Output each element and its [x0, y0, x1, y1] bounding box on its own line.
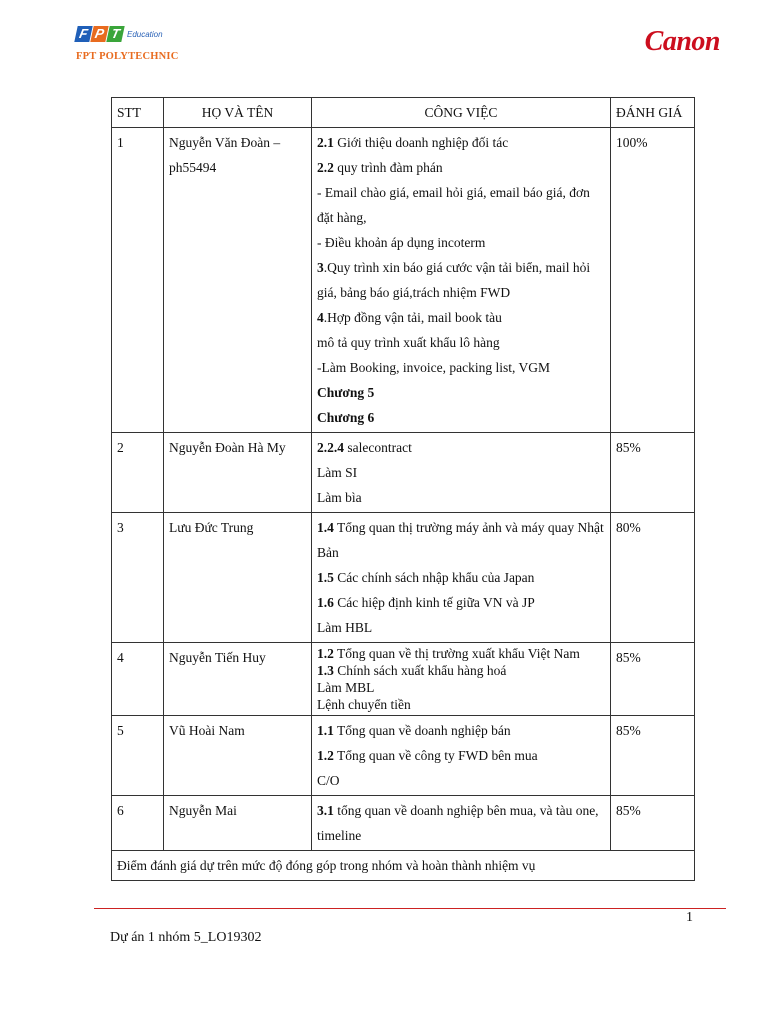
task-number: 3.1: [317, 803, 334, 818]
row-evaluation: 85%: [611, 433, 695, 513]
fpt-education-label: Education: [127, 29, 163, 39]
task-number: 1.3: [317, 663, 334, 678]
task-line: [317, 645, 605, 662]
canon-logo: Canon: [644, 26, 720, 57]
fpt-mark: [76, 26, 206, 42]
row-member-name: Nguyễn Đoàn Hà My: [164, 433, 312, 513]
task-text: quy trình đàm phán: [333, 160, 443, 175]
task-number: 1.5: [317, 570, 334, 585]
task-line: [317, 330, 605, 355]
task-number: 2.1: [317, 135, 334, 150]
table-row: [112, 128, 695, 433]
task-number: 1.6: [317, 595, 334, 610]
fpt-polytechnic-logo: [76, 26, 206, 70]
task-line: [317, 130, 605, 155]
task-line: [317, 798, 605, 848]
task-line: [317, 679, 605, 696]
fpt-letter-p: P: [90, 26, 108, 42]
row-stt: 4: [112, 643, 164, 716]
task-text: Làm SI: [317, 465, 358, 480]
task-text: -Làm Booking, invoice, packing list, VGM: [317, 360, 550, 375]
task-line: [317, 180, 605, 230]
fpt-letter-f: F: [74, 26, 92, 42]
footer-rule: [94, 908, 726, 909]
row-member-name: Nguyễn Văn Đoàn – ph55494: [164, 128, 312, 433]
header-name: HỌ VÀ TÊN: [164, 98, 312, 128]
task-text: salecontract: [344, 440, 412, 455]
row-member-name: Nguyễn Mai: [164, 796, 312, 851]
task-text: Chính sách xuất khẩu hàng hoá: [333, 663, 507, 678]
task-text: Làm HBL: [317, 620, 373, 635]
row-tasks: [312, 716, 611, 796]
task-text: Tổng quan về doanh nghiệp bán: [333, 723, 511, 738]
table-row: [112, 716, 695, 796]
task-text: Các hiệp định kinh tế giữa VN và JP: [333, 595, 535, 610]
task-number: 1.4: [317, 520, 334, 535]
row-evaluation: 85%: [611, 716, 695, 796]
header-tasks: CÔNG VIỆC: [312, 98, 611, 128]
task-number: Chương 5: [317, 385, 375, 400]
task-line: [317, 255, 605, 305]
task-text: C/O: [317, 773, 340, 788]
table-header-row: [112, 98, 695, 128]
task-text: Làm MBL: [317, 680, 375, 695]
task-text: mô tả quy trình xuất khẩu lô hàng: [317, 335, 500, 350]
row-evaluation: 80%: [611, 513, 695, 643]
task-number: Chương 6: [317, 410, 375, 425]
task-line: [317, 355, 605, 380]
row-member-name: Vũ Hoài Nam: [164, 716, 312, 796]
task-line: [317, 768, 605, 793]
task-text: .Quy trình xin báo giá cước vận tải biển, mail hỏi giá, bảng báo giá,trách nhiệm FWD: [317, 260, 591, 300]
task-line: [317, 615, 605, 640]
row-tasks: [312, 433, 611, 513]
row-stt: 6: [112, 796, 164, 851]
task-line: [317, 515, 605, 565]
task-line: [317, 565, 605, 590]
task-text: Tổng quan về công ty FWD bên mua: [333, 748, 538, 763]
task-line: [317, 460, 605, 485]
row-member-name: Lưu Đức Trung: [164, 513, 312, 643]
row-stt: 2: [112, 433, 164, 513]
table-row: [112, 643, 695, 716]
task-number: 1.2: [317, 646, 334, 661]
task-text: - Điều khoản áp dụng incoterm: [317, 235, 486, 250]
header-eval: ĐÁNH GIÁ: [611, 98, 695, 128]
row-tasks: [312, 643, 611, 716]
task-text: - Email chào giá, email hỏi giá, email báo giá, đơn đặt hàng,: [317, 185, 590, 225]
task-text: Lệnh chuyển tiền: [317, 697, 411, 712]
task-number: 3: [317, 260, 324, 275]
table-row: [112, 796, 695, 851]
task-line: [317, 405, 605, 430]
page-number: 1: [686, 910, 693, 925]
task-line: [317, 662, 605, 679]
task-line: [317, 230, 605, 255]
row-member-name: Nguyễn Tiến Huy: [164, 643, 312, 716]
table-row: [112, 513, 695, 643]
row-evaluation: 100%: [611, 128, 695, 433]
task-text: Giới thiệu doanh nghiệp đối tác: [333, 135, 509, 150]
row-evaluation: 85%: [611, 796, 695, 851]
task-text: Tổng quan về thị trường xuất khẩu Việt Nam: [333, 646, 580, 661]
row-evaluation: 85%: [611, 643, 695, 716]
task-line: [317, 155, 605, 180]
table-row: [112, 433, 695, 513]
task-number: 2.2: [317, 160, 334, 175]
task-line: [317, 696, 605, 713]
row-stt: 3: [112, 513, 164, 643]
task-number: 1.1: [317, 723, 334, 738]
task-text: .Hợp đồng vận tải, mail book tàu: [323, 310, 502, 325]
fpt-letter-t: T: [106, 26, 124, 42]
task-line: [317, 435, 605, 460]
task-number: 2.2.4: [317, 440, 344, 455]
fpt-polytechnic-name: FPT POLYTECHNIC: [76, 51, 179, 62]
task-text: Làm bìa: [317, 490, 362, 505]
task-line: [317, 590, 605, 615]
row-stt: 5: [112, 716, 164, 796]
row-tasks: [312, 513, 611, 643]
task-text: tổng quan về doanh nghiệp bên mua, và tàu one, timeline: [317, 803, 599, 843]
evaluation-note: Điểm đánh giá dự trên mức độ đóng góp trong nhóm và hoàn thành nhiệm vụ: [112, 851, 695, 881]
task-line: [317, 485, 605, 510]
row-tasks: [312, 128, 611, 433]
task-line: [317, 305, 605, 330]
row-stt: 1: [112, 128, 164, 433]
table-body: [112, 128, 695, 851]
task-line: [317, 380, 605, 405]
header-stt: STT: [112, 98, 164, 128]
footer-text: Dự án 1 nhóm 5_LO19302: [110, 930, 262, 945]
note-row: [112, 851, 695, 881]
task-number: 4: [317, 310, 324, 325]
task-number: 1.2: [317, 748, 334, 763]
task-text: Các chính sách nhập khẩu của Japan: [333, 570, 535, 585]
task-assignment-table: [111, 97, 695, 881]
task-text: Tổng quan thị trường máy ảnh và máy quay Nhật Bản: [317, 520, 604, 560]
task-line: [317, 743, 605, 768]
row-tasks: [312, 796, 611, 851]
task-line: [317, 718, 605, 743]
